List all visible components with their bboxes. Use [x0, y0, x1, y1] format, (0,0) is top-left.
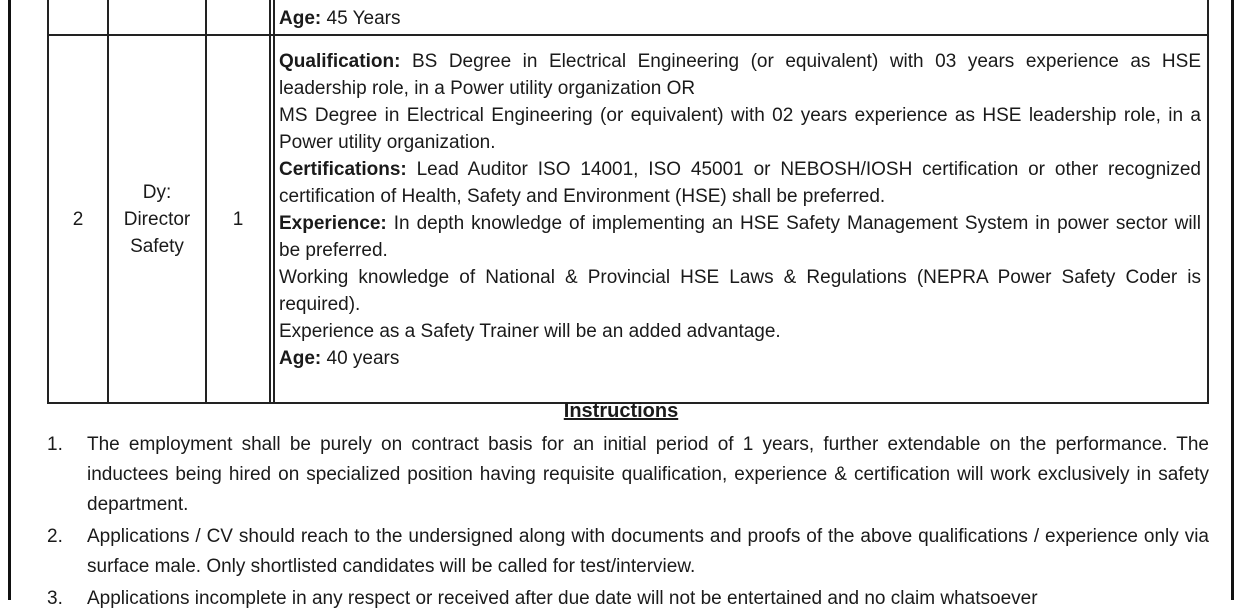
item-text: The employment shall be purely on contract basis for an initial period of 1 years, further extendable on the performance. The inductees being hired on specialized position having requisite qualification, experience & certification will work exclusively in safety department. — [87, 434, 1209, 515]
count-cell: 1 — [206, 35, 270, 403]
age-label: Age: — [279, 348, 322, 369]
trainer-text: Experience as a Safety Trainer will be an added advantage. — [279, 321, 781, 342]
item-text: Applications incomplete in any respect or received after due date will not be entertained and no claim whatsoever — [87, 588, 1038, 609]
list-item — [47, 584, 1209, 614]
table-row — [48, 35, 1208, 403]
instructions-heading: Instructions — [563, 400, 679, 422]
certifications-paragraph — [279, 156, 1201, 210]
age-paragraph — [279, 345, 1201, 372]
list-item — [47, 522, 1209, 582]
item-number: 1. — [47, 434, 63, 455]
details-cell — [274, 35, 1208, 403]
post-line: Director — [123, 208, 191, 230]
item-number: 3. — [47, 588, 63, 609]
age-value: 45 Years — [321, 8, 401, 29]
qualification-paragraph — [279, 48, 1201, 102]
serial-cell: 2 — [48, 35, 108, 403]
post-line: Dy: — [142, 181, 172, 203]
table-row — [48, 0, 1208, 35]
certifications-label: Certifications: — [279, 159, 407, 180]
experience-text: In depth knowledge of implementing an HSE Safety Management System in power sector will be preferred. — [279, 213, 1201, 261]
details-cell — [274, 0, 1208, 35]
post-cell — [108, 35, 206, 403]
post-cell — [108, 0, 206, 35]
post-line: Safety — [130, 235, 184, 257]
qualification-label: Qualification: — [279, 51, 401, 72]
count-cell — [206, 0, 270, 35]
page-border-right — [1231, 0, 1234, 600]
instructions-list — [47, 430, 1209, 616]
qualification-text: BS Degree in Electrical Engineering (or equivalent) with 03 years experience as HSE leadership role, in a Power utility organization OR — [279, 51, 1201, 99]
item-text: Applications / CV should reach to the undersigned along with documents and proofs of the above qualifications / experience only via surface male. Only shortlisted candidates will be called for test/interview. — [87, 526, 1209, 577]
age-label: Age: — [279, 8, 322, 29]
positions-table — [47, 0, 1209, 404]
experience-label: Experience: — [279, 213, 387, 234]
age-value: 40 years — [321, 348, 400, 369]
qualification-alternative: MS Degree in Electrical Engineering (or equivalent) with 02 years experience as HSE leadership role, in a Power utility organization. — [279, 105, 1201, 153]
list-item — [47, 430, 1209, 520]
item-number: 2. — [47, 526, 63, 547]
certifications-text: Lead Auditor ISO 14001, ISO 45001 or NEBOSH/IOSH certification or other recognized certification of Health, Safety and Environment (HSE) shall be preferred. — [279, 159, 1201, 207]
working-knowledge-text: Working knowledge of National & Provincial HSE Laws & Regulations (NEPRA Power Safety Coder is required). — [279, 267, 1201, 315]
experience-paragraph — [279, 210, 1201, 264]
serial-cell — [48, 0, 108, 35]
page-border-left — [8, 0, 11, 600]
